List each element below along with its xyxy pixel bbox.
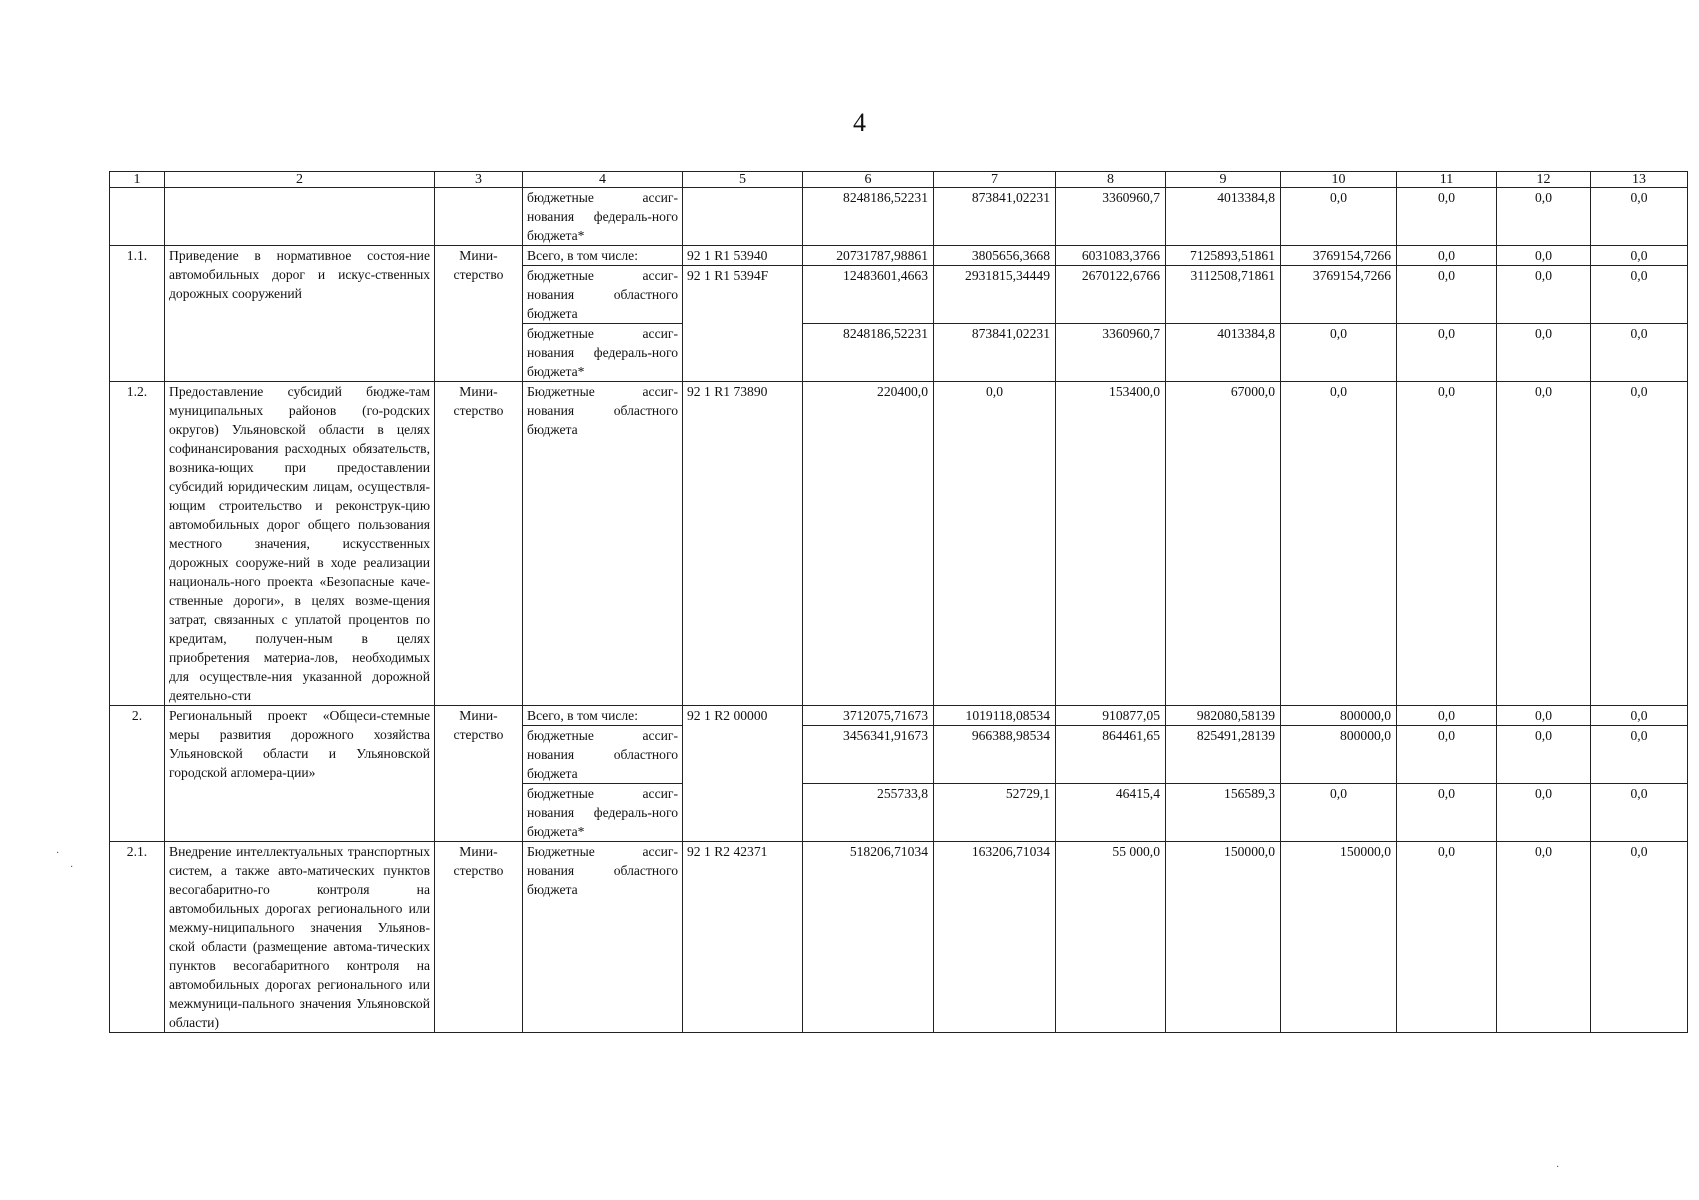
value-cell: 0,0	[1397, 842, 1497, 1033]
value-cell: 0,0	[1497, 266, 1591, 324]
value-cell: 4013384,8	[1166, 188, 1281, 246]
value-cell: 220400,0	[803, 382, 934, 706]
value-cell: 8248186,52231	[803, 188, 934, 246]
column-number: 12	[1497, 172, 1591, 188]
row-number-cell	[110, 188, 165, 246]
value-cell: 982080,58139	[1166, 706, 1281, 726]
column-number: 5	[683, 172, 803, 188]
scan-speck: ·	[56, 848, 60, 859]
value-cell: 0,0	[1591, 246, 1688, 266]
value-cell: 3769154,7266	[1281, 266, 1397, 324]
value-cell: 3360960,7	[1056, 324, 1166, 382]
code-cell: 92 1 R2 42371	[683, 842, 803, 1033]
value-cell: 0,0	[1591, 266, 1688, 324]
value-cell: 3456341,91673	[803, 726, 934, 784]
column-number: 2	[165, 172, 435, 188]
column-number: 11	[1397, 172, 1497, 188]
value-cell: 0,0	[1281, 382, 1397, 706]
value-cell: 0,0	[1281, 784, 1397, 842]
value-cell: 0,0	[1497, 842, 1591, 1033]
funding-source-cell: бюджетные ассиг-нования областного бюджета	[523, 726, 683, 784]
value-cell: 518206,71034	[803, 842, 934, 1033]
value-cell: 0,0	[1591, 324, 1688, 382]
code-cell: 92 1 R1 73890	[683, 382, 803, 706]
value-cell: 0,0	[1397, 266, 1497, 324]
value-cell: 8248186,52231	[803, 324, 934, 382]
table-row	[110, 706, 1688, 726]
value-cell: 156589,3	[1166, 784, 1281, 842]
value-cell: 255733,8	[803, 784, 934, 842]
row-number-cell: 2.1.	[110, 842, 165, 1033]
value-cell: 0,0	[1497, 382, 1591, 706]
value-cell: 52729,1	[934, 784, 1056, 842]
value-cell: 0,0	[1281, 188, 1397, 246]
funding-source-cell: Бюджетные ассиг-нования областного бюджета	[523, 382, 683, 706]
name-cell: Внедрение интеллектуальных транспортных систем, а также авто-матических пунктов весогабаритно-го контроля на автомобильных дорогах регионального или межму-ниципального значения Ульянов-ской области (размещение автома-тических пунктов весогабаритного контроля на автомобильных дорогах регионального или межмуници-пального значения Ульяновской области)	[165, 842, 435, 1033]
column-number: 9	[1166, 172, 1281, 188]
executor-cell: Мини-стерство	[435, 246, 523, 382]
value-cell: 0,0	[1397, 188, 1497, 246]
funding-source-cell: бюджетные ассиг-нования федераль-ного бюджета*	[523, 784, 683, 842]
row-number-cell: 1.1.	[110, 246, 165, 382]
table-row	[110, 382, 1688, 706]
value-cell: 4013384,8	[1166, 324, 1281, 382]
executor-cell	[435, 188, 523, 246]
column-number: 8	[1056, 172, 1166, 188]
value-cell: 0,0	[1497, 188, 1591, 246]
value-cell: 910877,05	[1056, 706, 1166, 726]
column-number: 3	[435, 172, 523, 188]
code-cell: 92 1 R1 5394F	[683, 266, 803, 382]
value-cell: 800000,0	[1281, 726, 1397, 784]
value-cell: 0,0	[1497, 246, 1591, 266]
table-row	[110, 842, 1688, 1033]
name-cell: Предоставление субсидий бюдже-там муниципальных районов (го-родских округов) Ульяновской области в целях софинансирования расходных обязательств, возника-ющих при предоставлении субсидий юридическим лицам, осуществля-ющим строительство и реконструк-цию автомобильных дорог общего пользования местного значения, искусственных дорожных сооруже-ний в ходе реализации националь-ного проекта «Безопасные каче-ственные дороги», в целях возме-щения затрат, связанных с уплатой процентов по кредитам, получен-ным в целях приобретения материа-лов, необходимых для осуществле-ния указанной дорожной деятельно-сти	[165, 382, 435, 706]
value-cell: 0,0	[1591, 784, 1688, 842]
value-cell: 0,0	[1397, 246, 1497, 266]
value-cell: 0,0	[1591, 706, 1688, 726]
row-number-cell: 1.2.	[110, 382, 165, 706]
value-cell: 873841,02231	[934, 324, 1056, 382]
value-cell: 0,0	[1497, 784, 1591, 842]
value-cell: 0,0	[1591, 726, 1688, 784]
value-cell: 0,0	[1591, 842, 1688, 1033]
executor-cell: Мини-стерство	[435, 842, 523, 1033]
value-cell: 0,0	[1591, 188, 1688, 246]
value-cell: 20731787,98861	[803, 246, 934, 266]
code-cell	[683, 188, 803, 246]
column-number-header-row	[110, 172, 1688, 188]
funding-source-cell: Всего, в том числе:	[523, 706, 683, 726]
name-cell	[165, 188, 435, 246]
value-cell: 0,0	[1397, 324, 1497, 382]
column-number: 7	[934, 172, 1056, 188]
value-cell: 0,0	[1591, 382, 1688, 706]
value-cell: 0,0	[1397, 382, 1497, 706]
funding-source-cell: бюджетные ассиг-нования федераль-ного бюджета*	[523, 324, 683, 382]
value-cell: 3805656,3668	[934, 246, 1056, 266]
value-cell: 0,0	[1397, 706, 1497, 726]
value-cell: 1019118,08534	[934, 706, 1056, 726]
funding-source-cell: бюджетные ассиг-нования областного бюджета	[523, 266, 683, 324]
budget-table	[109, 171, 1688, 1033]
scan-speck: ·	[1556, 1162, 1560, 1173]
value-cell: 0,0	[1397, 726, 1497, 784]
code-cell: 92 1 R2 00000	[683, 706, 803, 842]
executor-cell: Мини-стерство	[435, 706, 523, 842]
value-cell: 163206,71034	[934, 842, 1056, 1033]
value-cell: 0,0	[1281, 324, 1397, 382]
column-number: 6	[803, 172, 934, 188]
value-cell: 3112508,71861	[1166, 266, 1281, 324]
column-number: 1	[110, 172, 165, 188]
funding-source-cell: бюджетные ассиг-нования федераль-ного бюджета*	[523, 188, 683, 246]
value-cell: 46415,4	[1056, 784, 1166, 842]
value-cell: 6031083,3766	[1056, 246, 1166, 266]
value-cell: 0,0	[1497, 706, 1591, 726]
value-cell: 150000,0	[1166, 842, 1281, 1033]
value-cell: 0,0	[1497, 324, 1591, 382]
table-row	[110, 246, 1688, 266]
name-cell: Региональный проект «Общеси-стемные меры развития дорожного хозяйства Ульяновской области и Ульяновской городской агломера-ции»	[165, 706, 435, 842]
name-cell: Приведение в нормативное состоя-ние автомобильных дорог и искус-ственных дорожных сооружений	[165, 246, 435, 382]
code-cell: 92 1 R1 53940	[683, 246, 803, 266]
value-cell: 2931815,34449	[934, 266, 1056, 324]
row-number-cell: 2.	[110, 706, 165, 842]
value-cell: 825491,28139	[1166, 726, 1281, 784]
column-number: 10	[1281, 172, 1397, 188]
scan-speck: ·	[70, 862, 74, 873]
value-cell: 966388,98534	[934, 726, 1056, 784]
value-cell: 3360960,7	[1056, 188, 1166, 246]
page-number: 4	[853, 108, 867, 137]
funding-source-cell: Бюджетные ассиг-нования областного бюджета	[523, 842, 683, 1033]
value-cell: 873841,02231	[934, 188, 1056, 246]
value-cell: 55 000,0	[1056, 842, 1166, 1033]
value-cell: 800000,0	[1281, 706, 1397, 726]
value-cell: 0,0	[1497, 726, 1591, 784]
value-cell: 7125893,51861	[1166, 246, 1281, 266]
value-cell: 150000,0	[1281, 842, 1397, 1033]
value-cell: 864461,65	[1056, 726, 1166, 784]
value-cell: 3769154,7266	[1281, 246, 1397, 266]
value-cell: 2670122,6766	[1056, 266, 1166, 324]
value-cell: 12483601,4663	[803, 266, 934, 324]
value-cell: 0,0	[934, 382, 1056, 706]
column-number: 4	[523, 172, 683, 188]
executor-cell: Мини-стерство	[435, 382, 523, 706]
value-cell: 153400,0	[1056, 382, 1166, 706]
funding-source-cell: Всего, в том числе:	[523, 246, 683, 266]
value-cell: 3712075,71673	[803, 706, 934, 726]
value-cell: 0,0	[1397, 784, 1497, 842]
table-row	[110, 188, 1688, 246]
column-number: 13	[1591, 172, 1688, 188]
value-cell: 67000,0	[1166, 382, 1281, 706]
